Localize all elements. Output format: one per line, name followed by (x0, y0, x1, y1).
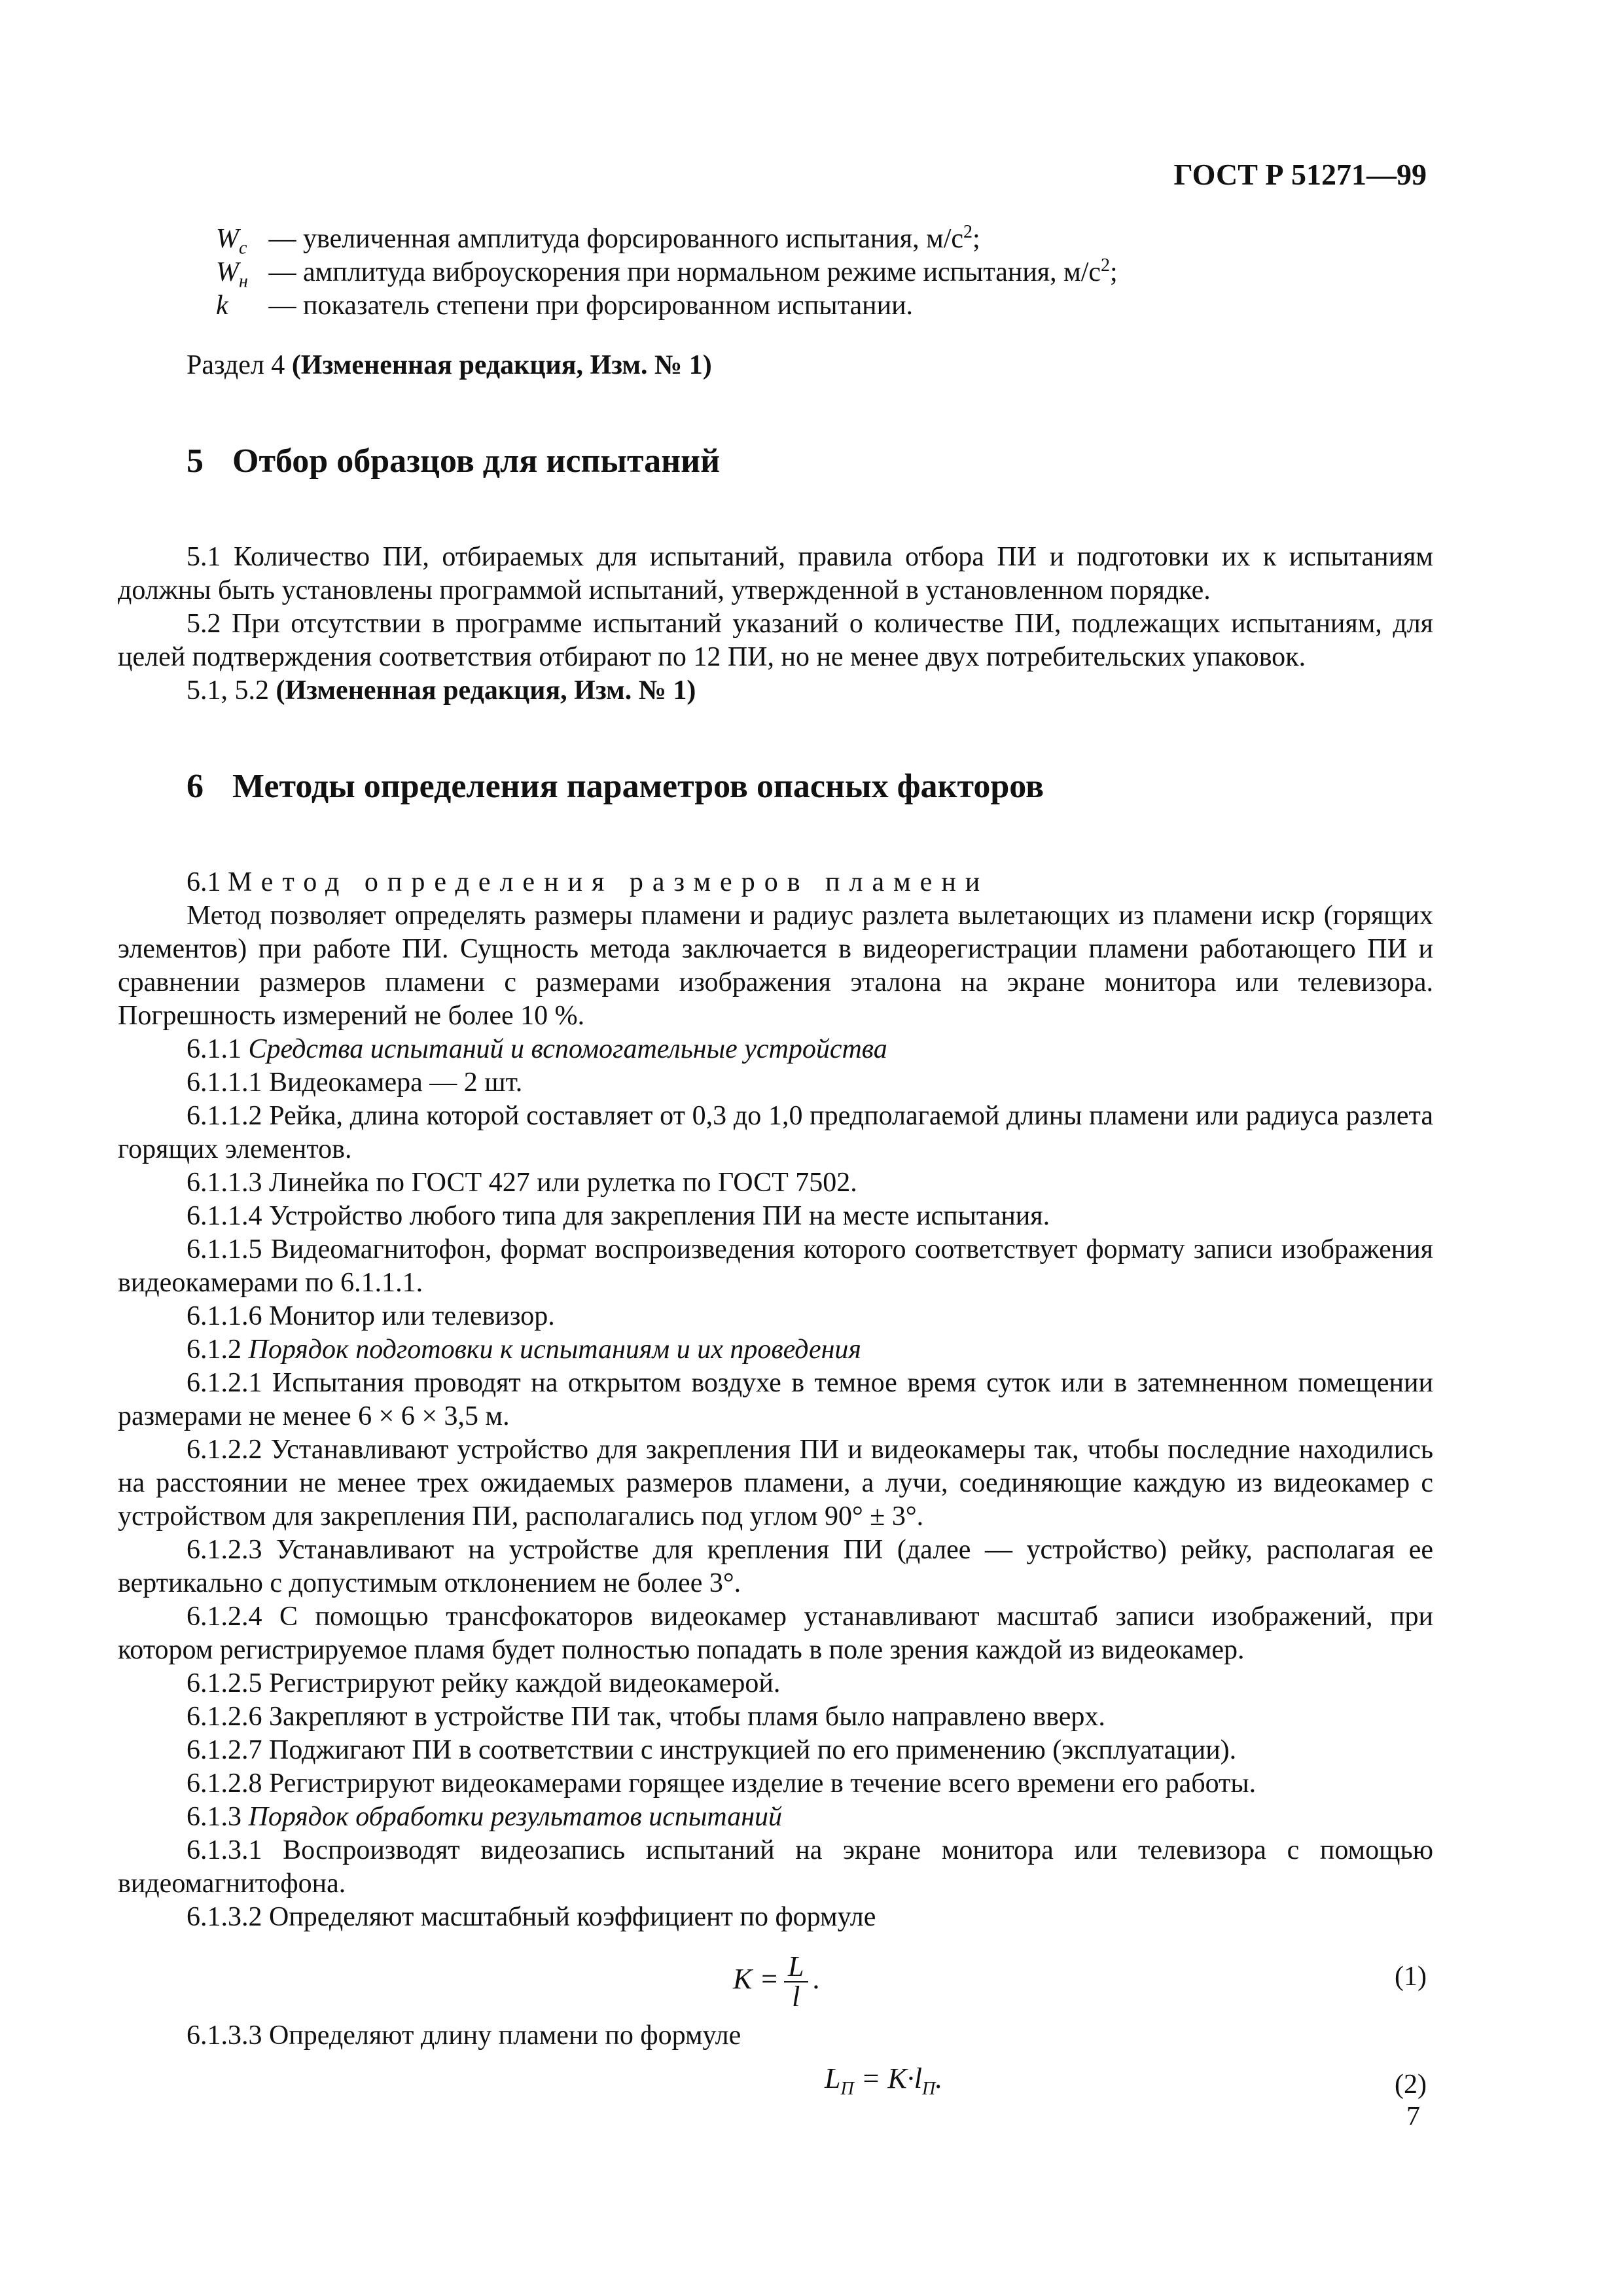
list-item: 6.1.2.8 Регистрируют видеокамерами горящее изделие в течение всего времени его работы. (187, 1768, 1257, 1799)
section6-heading: 6 Методы определения параметров опасных факторов (187, 768, 1044, 805)
page-number: 7 (1406, 2102, 1420, 2132)
list-item: 6.1.2.1 Испытания проводят на открытом воздухе в темное время суток или в затемненном помещении размерами не менее 6 × 6 × 3,5 м. (118, 1368, 1433, 1431)
formula-2: $L_П = K\cdot l_П$. (2) (118, 2059, 1433, 2111)
paragraph-6-1-3-2: 6.1.3.2 Определяют масштабный коэффициент по формуле (187, 1902, 876, 1932)
formula-2-number: (2) (1395, 2070, 1427, 2100)
list-item: 6.1.2.2 Устанавливают устройство для закрепления ПИ и видеокамеры так, чтобы последние находились на расстоянии не менее трех ожидаемых размеров пламени, а лучи, соединяющие каждую из видеокамер с устройством для закрепления ПИ, располагались под углом 90° ± 3°. (118, 1435, 1433, 1532)
list-item: 6.1.2.6 Закрепляют в устройстве ПИ так, чтобы пламя было направлено вверх. (187, 1702, 1105, 1732)
paragraph-6-1: Метод позволяет определять размеры пламени и радиус разлета вылетающих из пламени искр (горящих элементов) при работе ПИ. Сущность метода заключается в видеорегистрации пламени работающего ПИ и сравнении размеров пламени с размерами изображения эталона на экране монитора или телевизора. Погрешность измерений не более 10 %. (118, 901, 1433, 1031)
subsection-6-1-1-title: 6.1.1 Средства испытаний и вспомогательные устройства (187, 1034, 887, 1064)
formula-1: K = $\frac{L}{l}$ . (1) (733, 1950, 1427, 2013)
list-item: 6.1.2.7 Поджигают ПИ в соответствии с инструкцией по его применению (эксплуатации). (187, 1735, 1237, 1765)
list-item: 6.1.1.2 Рейка, длина которой составляет от 0,3 до 1,0 предполагаемой длины пламени или радиуса разлета горящих элементов. (118, 1101, 1433, 1164)
list-item: 6.1.2.3 Устанавливают на устройстве для крепления ПИ (далее — устройство) рейку, располагая ее вертикально с допустимым отклонением не более 3°. (118, 1535, 1433, 1598)
list-item: 6.1.1.1 Видеокамера — 2 шт. (187, 1067, 523, 1098)
list-item: 6.1.1.3 Линейка по ГОСТ 427 или рулетка по ГОСТ 7502. (187, 1168, 857, 1198)
section5-amendment-note: 5.1, 5.2 (Измененная редакция, Изм. № 1) (187, 675, 696, 706)
list-item: 6.1.2.4 С помощью трансфокаторов видеокамер устанавливают масштаб записи изображений, при котором регистрируемое пламя будет полностью попадать в поле зрения каждой из видеокамер. (118, 1602, 1433, 1665)
subsection-6-1-2-title: 6.1.2 Порядок подготовки к испытаниям и их проведения (187, 1335, 861, 1365)
paragraph-5-2: 5.2 При отсутствии в программе испытаний указаний о количестве ПИ, подлежащих испытаниям, для целей подтверждения соответствия отбирают по 12 ПИ, но не менее двух потребительских упаковок. (118, 609, 1433, 672)
list-item: 6.1.1.6 Монитор или телевизор. (187, 1301, 555, 1331)
paragraph-5-1: 5.1 Количество ПИ, отбираемых для испытаний, правила отбора ПИ и подготовки их к испытаниям должны быть установлены программой испытаний, утвержденной в установленном порядке. (118, 542, 1433, 605)
paragraph-6-1-3-1: 6.1.3.1 Воспроизводят видеозапись испытаний на экране монитора или телевизора с помощью видеомагнитофона. (118, 1835, 1433, 1899)
page-content (118, 223, 1433, 2118)
formula-1-number: (1) (1395, 1962, 1427, 1992)
list-item: 6.1.2.5 Регистрируют рейку каждой видеокамерой. (187, 1668, 781, 1698)
list-item: 6.1.1.4 Устройство любого типа для закрепления ПИ на месте испытания. (187, 1201, 1050, 1231)
subsection-6-1-3-title: 6.1.3 Порядок обработки результатов испытаний (187, 1802, 783, 1832)
list-item: 6.1.1.5 Видеомагнитофон, формат воспроизведения которого соответствует формату записи изображения видеокамерами по 6.1.1.1. (118, 1234, 1433, 1298)
legend-item: k — показатель степени при форсированном испытании. (216, 291, 914, 321)
section5-heading: 5 Отбор образцов для испытаний (187, 442, 721, 480)
document-id: ГОСТ Р 51271—99 (1173, 158, 1427, 191)
subsection-6-1-title: 6.1 Метод определения размеров пламени (187, 867, 990, 897)
section4-amendment-note: Раздел 4 (Измененная редакция, Изм. № 1) (187, 350, 712, 380)
legend-item: $W_н$ — амплитуда виброускорения при нормальном режиме испытания, $м/с^2$; (216, 255, 1118, 292)
paragraph-6-1-3-3: 6.1.3.3 Определяют длину пламени по формуле (187, 2020, 741, 2051)
legend-item: $W_c$ — увеличенная амплитуда форсированного испытания, $м/с^2$; (216, 222, 980, 259)
